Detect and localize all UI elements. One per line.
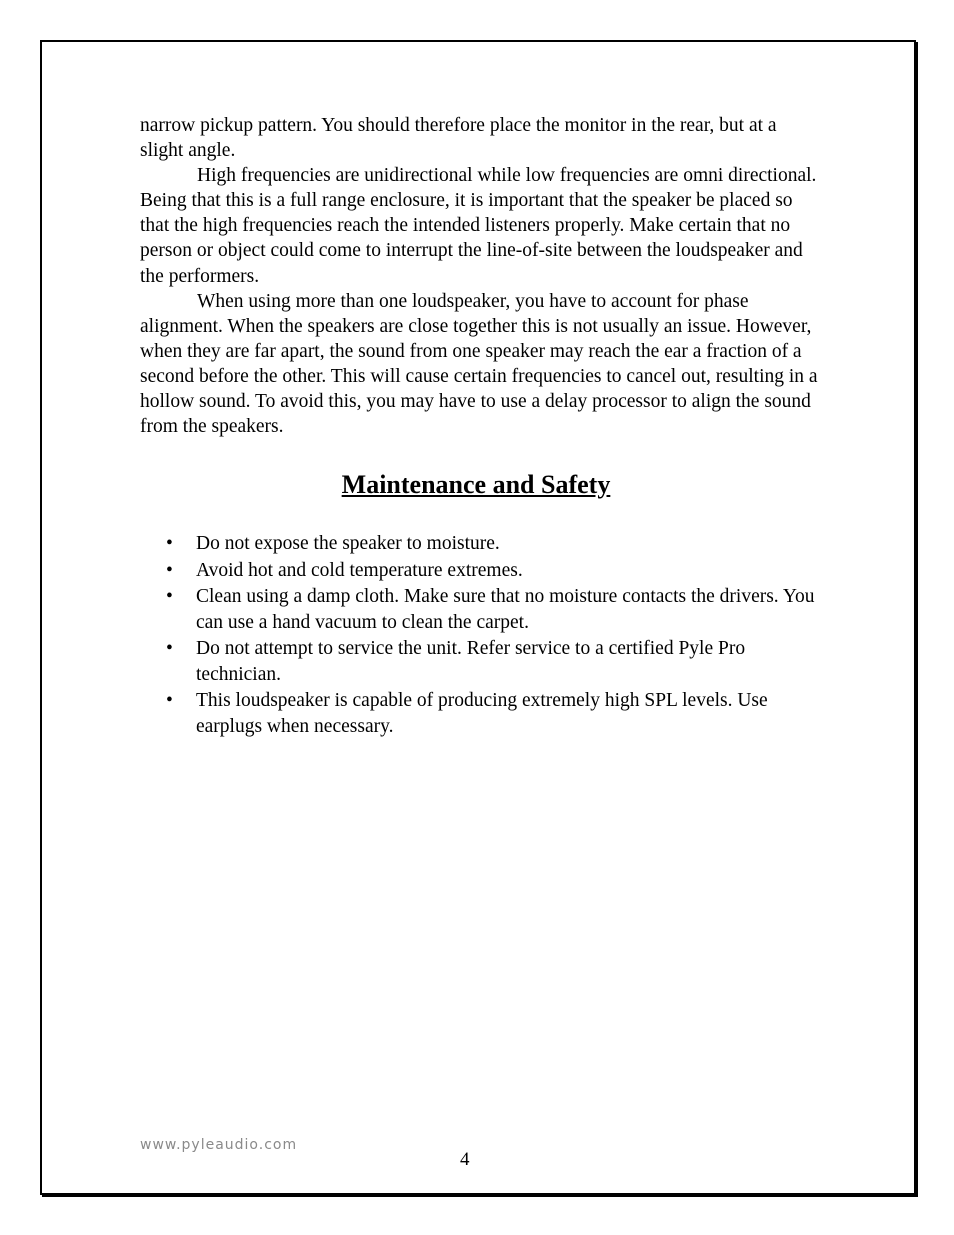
- bullet-icon: •: [166, 690, 173, 711]
- footer-website-url: www.pyleaudio.com: [140, 1137, 298, 1153]
- list-item: [166, 636, 826, 687]
- paragraph-frequencies: High frequencies are unidirectional while low frequencies are omni directional. Being that this is a full range enclosure, it is important that the speaker be placed so that the high frequencies reach the intended listeners properly. Make certain that no person or object could come to interrupt the line-of-site between the loudspeaker and the performers.: [140, 165, 817, 287]
- list-item: [166, 531, 826, 557]
- section-heading: Maintenance and Safety: [341, 470, 611, 499]
- list-item-text: Clean using a damp cloth. Make sure that no moisture contacts the drivers. You can use a hand vacuum to clean the carpet.: [196, 586, 815, 633]
- list-item: [166, 558, 826, 584]
- bullet-icon: •: [166, 533, 173, 554]
- list-item: [166, 688, 826, 739]
- bullet-icon: •: [166, 559, 173, 581]
- body-text: [140, 113, 820, 439]
- list-item-text: Avoid hot and cold temperature extremes.: [196, 559, 523, 581]
- paragraph-phase-alignment: When using more than one loudspeaker, you have to account for phase alignment. When the speakers are close together this is not usually an issue. However, when they are far apart, the sound from one speaker may reach the ear a fraction of a second before the other. This will cause certain frequencies to cancel out, resulting in a hollow sound. To avoid this, you may have to use a delay processor to align the sound from the speakers.: [140, 290, 818, 438]
- bullet-icon: •: [166, 586, 173, 607]
- list-item-text: Do not attempt to service the unit. Refer service to a certified Pyle Pro technician.: [196, 638, 746, 685]
- list-item-text: This loudspeaker is capable of producing extremely high SPL levels. Use earplugs when necessary.: [196, 690, 768, 737]
- safety-list: [166, 531, 826, 740]
- list-item: [166, 584, 826, 635]
- paragraph-continuation: narrow pickup pattern. You should therefore place the monitor in the rear, but at a slight angle.: [140, 115, 777, 162]
- bullet-icon: •: [166, 638, 173, 659]
- list-item-text: Do not expose the speaker to moisture.: [196, 533, 500, 554]
- page-number: 4: [460, 1149, 470, 1170]
